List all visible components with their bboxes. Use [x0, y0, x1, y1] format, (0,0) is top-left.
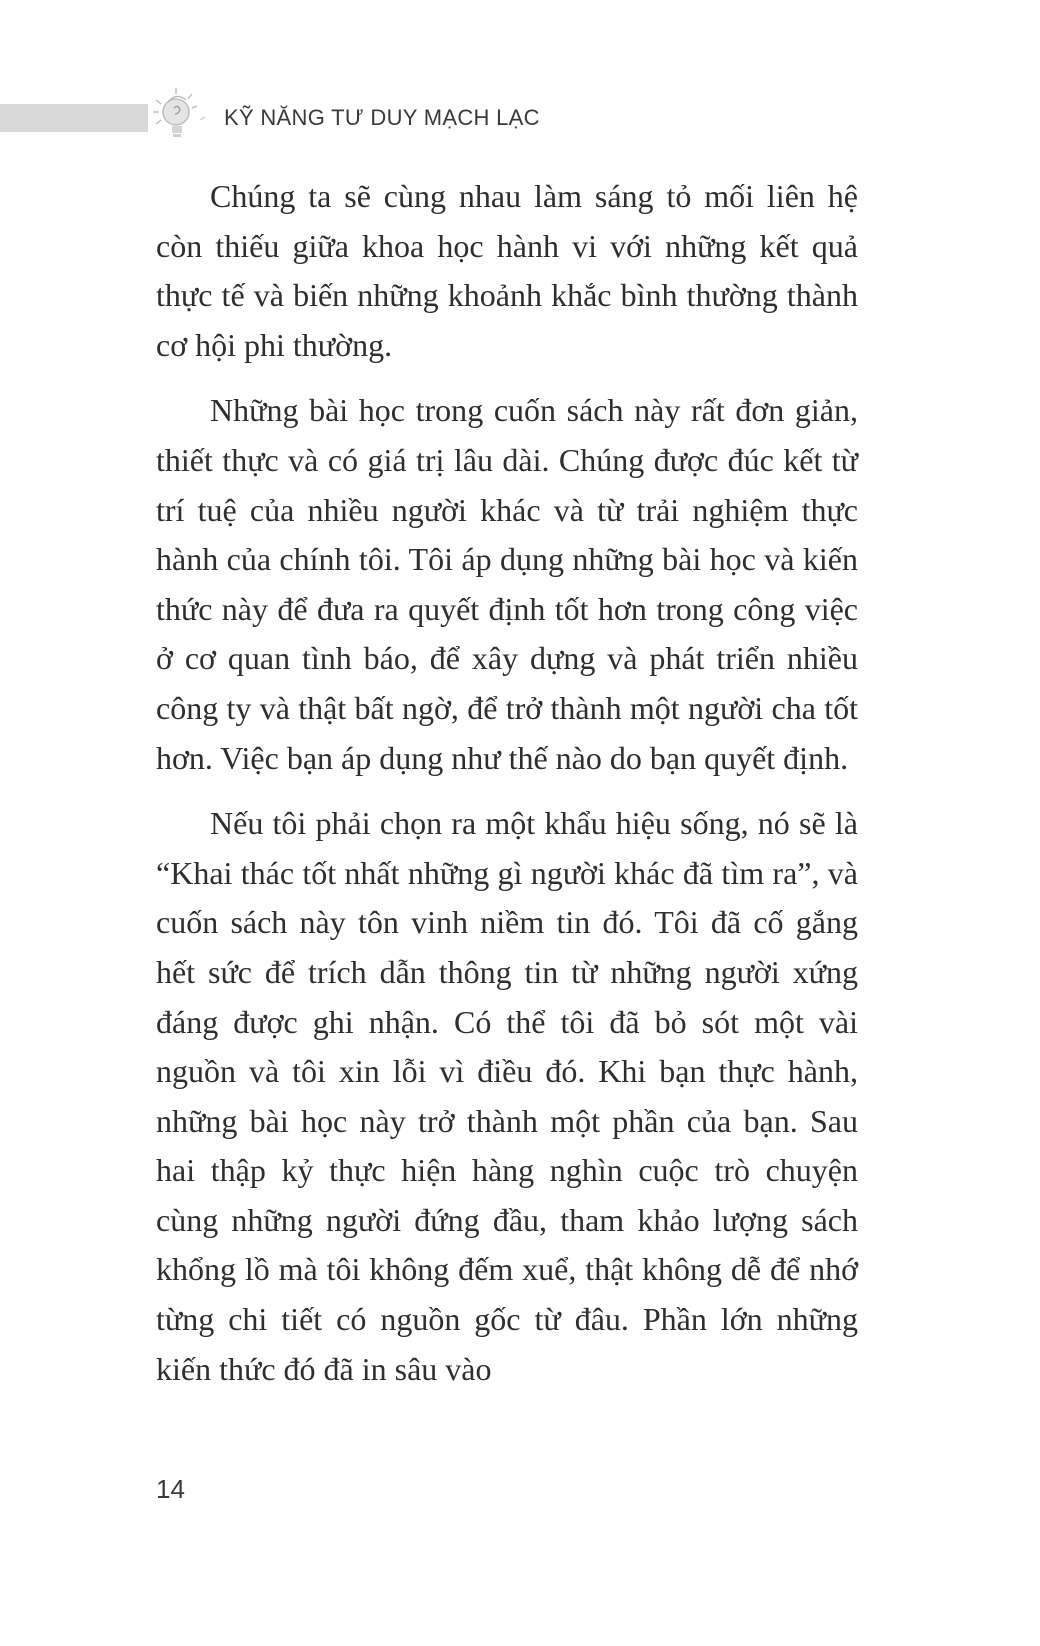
running-header-title: KỸ NĂNG TƯ DUY MẠCH LẠC — [224, 105, 540, 130]
lightbulb-head-icon — [150, 82, 214, 146]
header-bar — [0, 104, 148, 132]
page-number: 14 — [156, 1474, 185, 1504]
paragraph: Chúng ta sẽ cùng nhau làm sáng tỏ mối liên hệ còn thiếu giữa khoa học hành vi với những kết quả thực tế và biến những khoảnh khắc bình thường thành cơ hội phi thường. — [156, 178, 858, 363]
page-body — [156, 172, 858, 1410]
paragraph: Nếu tôi phải chọn ra một khẩu hiệu sống, nó sẽ là “Khai thác tốt nhất những gì người khác đã tìm ra”, và cuốn sách này tôn vinh niềm tin đó. Tôi đã cố gắng hết sức để trích dẫn thông tin từ những người xứng đáng được ghi nhận. Có thể tôi đã bỏ sót một vài nguồn và tôi xin lỗi vì điều đó. Khi bạn thực hành, những bài học này trở thành một phần của bạn. Sau hai thập kỷ thực hiện hàng nghìn cuộc trò chuyện cùng những người đứng đầu, tham khảo lượng sách khổng lồ mà tôi không đếm xuể, thật không dễ để nhớ từng chi tiết có nguồn gốc từ đâu. Phần lớn những kiến thức đó đã in sâu vào — [156, 805, 858, 1387]
paragraph: Những bài học trong cuốn sách này rất đơn giản, thiết thực và có giá trị lâu dài. Chúng được đúc kết từ trí tuệ của nhiều người khác và từ trải nghiệm thực hành của chính tôi. Tôi áp dụng những bài học và kiến thức này để đưa ra quyết định tốt hơn trong công việc ở cơ quan tình báo, để xây dựng và phát triển nhiều công ty và thật bất ngờ, để trở thành một người cha tốt hơn. Việc bạn áp dụng như thế nào do bạn quyết định. — [156, 392, 858, 776]
